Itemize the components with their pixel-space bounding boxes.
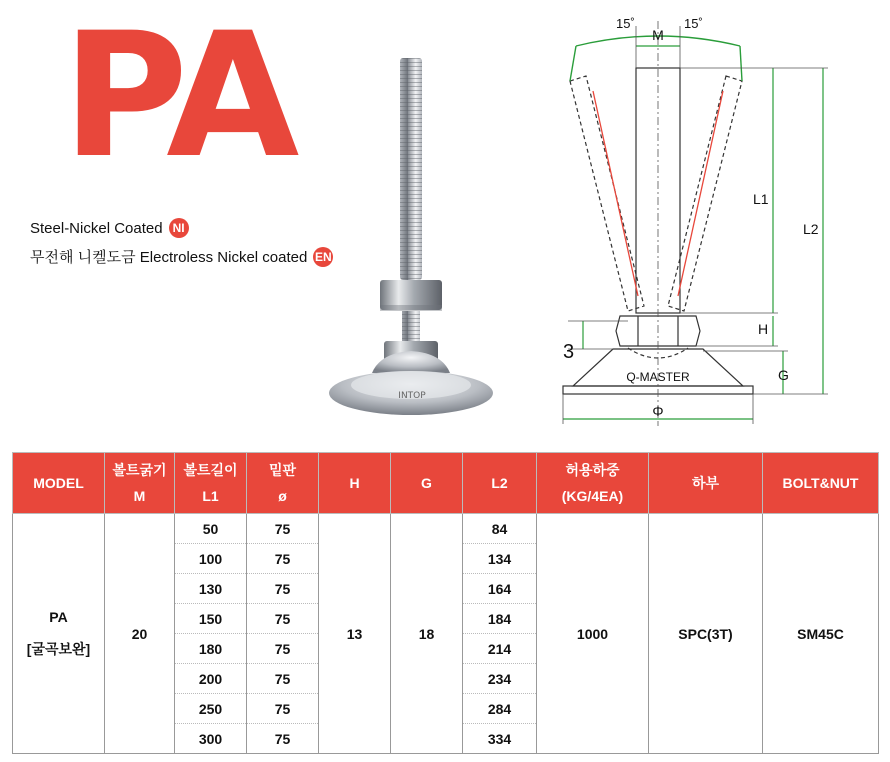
header-base: 하부 (649, 453, 763, 514)
coating-line-1 (30, 218, 189, 238)
load-cell: 1000 (537, 514, 649, 754)
header-phi: 밑판 ø (247, 453, 319, 514)
dim-3-label: 3 (563, 341, 575, 363)
angle-left-label: 15˚ (616, 16, 635, 31)
l2-cell: 134 (463, 544, 537, 574)
l1-cell: 200 (175, 664, 247, 694)
g-cell: 18 (391, 514, 463, 754)
header-h: H (319, 453, 391, 514)
phi-cell: 75 (247, 604, 319, 634)
header-g: G (391, 453, 463, 514)
header-l1: 볼트길이 L1 (175, 453, 247, 514)
electroless-badge: EN (313, 247, 333, 267)
phi-cell: 75 (247, 514, 319, 544)
l2-cell: 214 (463, 634, 537, 664)
header-load: 허용하중 (KG/4EA) (537, 453, 649, 514)
coating-line-2 (30, 246, 333, 267)
l2-cell: 164 (463, 574, 537, 604)
table-row (13, 514, 879, 544)
l1-cell: 300 (175, 724, 247, 754)
boltnut-cell: SM45C (763, 514, 879, 754)
product-title: PA (62, 0, 294, 196)
l1-cell: 180 (175, 634, 247, 664)
l2-cell: 84 (463, 514, 537, 544)
l2-cell: 284 (463, 694, 537, 724)
dim-phi-label: Φ (652, 403, 664, 419)
l1-cell: 50 (175, 514, 247, 544)
phi-cell: 75 (247, 664, 319, 694)
l1-cell: 150 (175, 604, 247, 634)
phi-cell: 75 (247, 724, 319, 754)
h-cell: 13 (319, 514, 391, 754)
dim-l1-label: L1 (753, 191, 769, 207)
phi-cell: 75 (247, 694, 319, 724)
base-cell: SPC(3T) (649, 514, 763, 754)
base-brand-text: Q-MASTER (626, 370, 690, 384)
coating-text-1: Steel-Nickel Coated (30, 219, 163, 237)
dim-l2-label: L2 (803, 221, 819, 237)
l2-cell: 234 (463, 664, 537, 694)
m-cell: 20 (105, 514, 175, 754)
header-boltnut: BOLT&NUT (763, 453, 879, 514)
l1-cell: 250 (175, 694, 247, 724)
phi-cell: 75 (247, 634, 319, 664)
l2-cell: 184 (463, 604, 537, 634)
table-header-row (13, 453, 879, 514)
product-photo (320, 55, 500, 425)
header-model: MODEL (13, 453, 105, 514)
header-l2: L2 (463, 453, 537, 514)
dim-m-label: M (652, 27, 664, 43)
l1-cell: 100 (175, 544, 247, 574)
coating-text-2: 무전해 니켈도금 Electroless Nickel coated (30, 249, 308, 266)
model-cell: PA [굴곡보완] (13, 514, 105, 754)
header-m: 볼트굵기 M (105, 453, 175, 514)
base-marking: INTOP (398, 391, 426, 401)
l2-cell: 334 (463, 724, 537, 754)
phi-cell: 75 (247, 574, 319, 604)
dim-g-label: G (778, 367, 789, 383)
model-note: [굴곡보완] (26, 640, 91, 657)
technical-drawing (548, 6, 848, 431)
angle-right-label: 15˚ (684, 16, 703, 31)
phi-cell: 75 (247, 544, 319, 574)
nickel-badge: NI (169, 218, 189, 238)
l1-cell: 130 (175, 574, 247, 604)
dim-h-label: H (758, 321, 769, 337)
spec-table (12, 452, 879, 754)
